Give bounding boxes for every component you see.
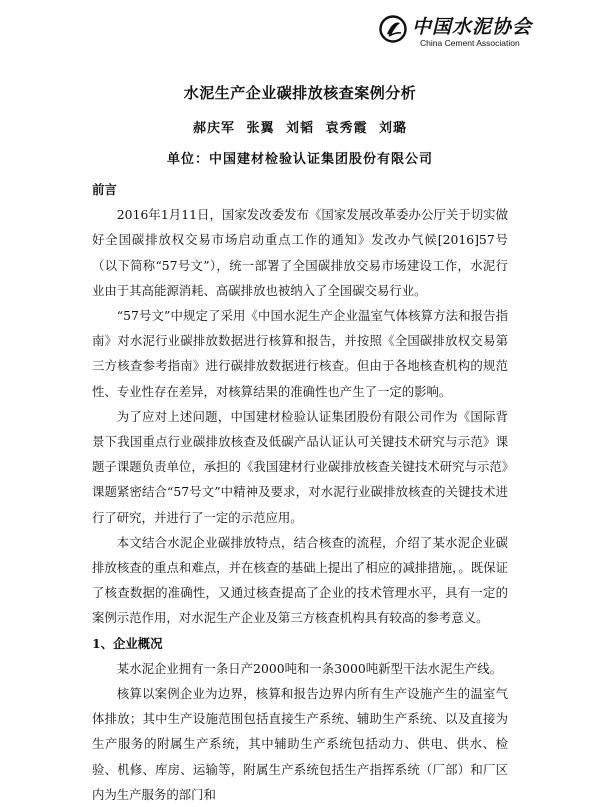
paragraph-1: 2016年1月11日，国家发改委发布《国家发展改革委办公厅关于切实做好全国碳排放权交易市场启动重点工作的通知》发改办气候[2016]57号（以下简称“57号文”），统一部署了全国碳排放交易市场建设工作，水泥行业由于其高能源消耗、高碳排放也被纳入了全国碳交易行业。 [92, 207, 508, 298]
article-title: 水泥生产企业碳排放核查案例分析 [183, 84, 417, 102]
logo-english-name: China Cement Association [420, 38, 520, 48]
section-heading-company-overview: 1、企业概况 [92, 635, 163, 651]
paragraph-5: 某水泥企业拥有一条日产2000吨和一条3000吨新型干法水泥生产线。 [116, 660, 503, 676]
paragraph-3: 为了应对上述问题，中国建材检验认证集团股份有限公司作为《国际背景下我国重点行业碳排放核查及低碳产品认证认可关键技术研究与示范》课题子课题负责单位，承担的《我国建材行业碳排放核查关键技术研究与示范》课题紧密结合“57号文”中精神及要求，对水泥行业碳排放核查的关键技术进行了研究，并进行了一定的示范应用。 [92, 408, 508, 525]
article-body [92, 177, 508, 807]
paragraph-2: “57号文”中规定了采用《中国水泥生产企业温室气体核算方法和报告指南》对水泥行业碳排放数据进行核算和报告，并按照《全国碳排放权交易第三方核查参考指南》进行碳排放数据进行核查。但由于各地核查机构的规范性、专业性存在差异，对核算结果的准确性也产生了一定的影响。 [92, 308, 508, 399]
author-affiliation: 单位：中国建材检验认证集团股份有限公司 [166, 152, 433, 167]
article-authors: 郝庆军 张翼 刘韬 袁秀霞 刘璐 [192, 121, 408, 136]
cement-association-emblem-icon [378, 14, 408, 44]
preface-heading: 前言 [92, 182, 117, 197]
paragraph-4: 本文结合水泥企业碳排放特点，结合核查的流程，介绍了某水泥企业碳排放核查的重点和难点，并在核查的基础上提出了相应的减排措施，。既保证了核查数据的准确性，又通过核查提高了企业的技术管理水平，具有一定的案例示范作用，对水泥生产企业及第三方核查机构具有较高的参考意义。 [92, 534, 508, 626]
paragraph-6: 核算以案例企业为边界，核算和报告边界内所有生产设施产生的温室气体排放；其中生产设施范围包括直接生产系统、辅助生产系统、以及直接为生产服务的附属生产系统，其中辅助生产系统包括动力、供电、供水、检验、机修、库房、运输等，附属生产系统包括生产指挥系统（厂部）和厂区内为生产服务的部门和 [92, 686, 508, 802]
logo-chinese-name: 中国水泥协会 [412, 16, 533, 38]
association-logo [378, 8, 578, 58]
